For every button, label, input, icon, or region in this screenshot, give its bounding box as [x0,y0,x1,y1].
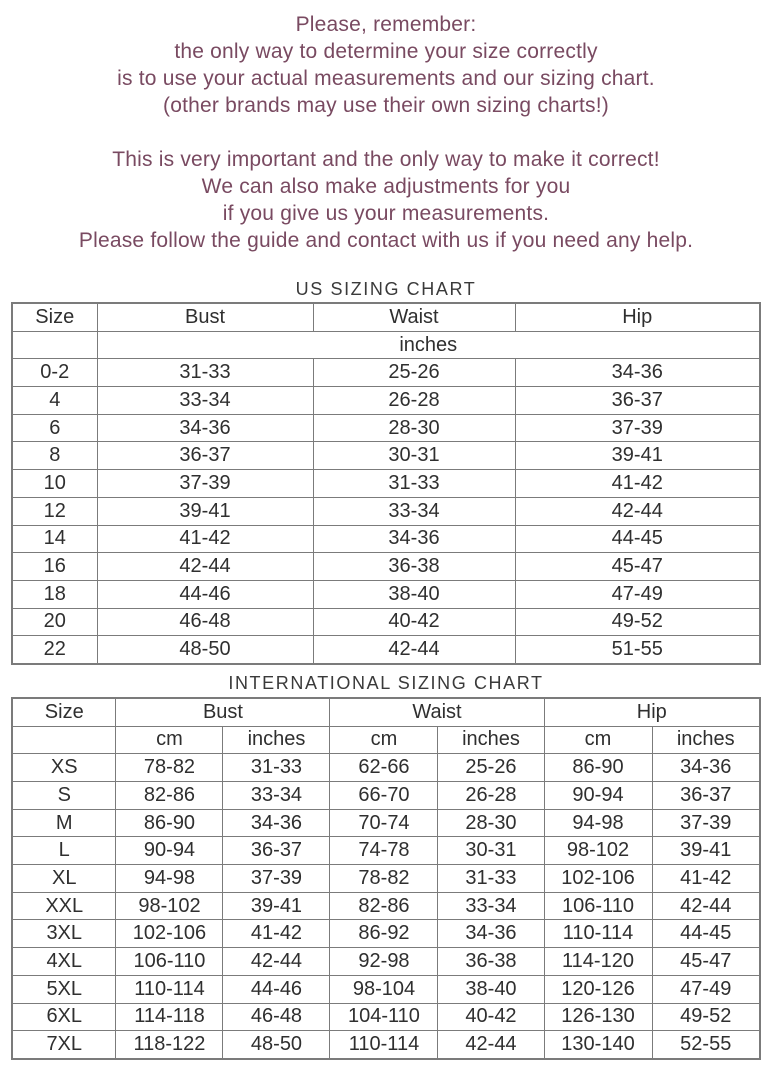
table-row [12,865,760,893]
measurement-cell: 42-44 [313,636,515,664]
measurement-cell: 49-52 [515,608,760,636]
measurement-cell: 37-39 [97,470,313,498]
measurement-cell: 34-36 [652,754,760,782]
measurement-cell: 34-36 [515,359,760,387]
size-cell: 16 [12,553,97,581]
measurement-cell: 30-31 [313,442,515,470]
intl-chart-title: INTERNATIONAL SIZING CHART [228,672,544,693]
us-sizing-table [11,302,761,665]
empty-cell [12,331,97,359]
measurement-cell: 38-40 [438,975,544,1003]
measurement-cell: 45-47 [652,948,760,976]
measurement-cell: 86-90 [544,754,652,782]
column-header-size: Size [12,698,116,726]
intl-header-row [12,698,760,726]
measurement-cell: 37-39 [652,809,760,837]
column-header-size: Size [12,303,97,331]
table-row [12,1031,760,1059]
unit-label-inches: inches [97,331,760,359]
intro-line: (other brands may use their own sizing charts!) [163,94,609,117]
intl-sizing-table [11,697,761,1060]
measurement-cell: 36-38 [438,948,544,976]
measurement-cell: 34-36 [438,920,544,948]
empty-cell [12,726,116,754]
table-row [12,892,760,920]
measurement-cell: 74-78 [330,837,438,865]
table-row [12,1003,760,1031]
size-cell: XS [12,754,116,782]
measurement-cell: 36-37 [515,387,760,415]
unit-label-inches: inches [223,726,330,754]
measurement-cell: 42-44 [515,497,760,525]
measurement-cell: 98-104 [330,975,438,1003]
measurement-cell: 34-36 [223,809,330,837]
measurement-cell: 86-90 [116,809,223,837]
measurement-cell: 48-50 [223,1031,330,1059]
size-cell: XXL [12,892,116,920]
measurement-cell: 25-26 [313,359,515,387]
measurement-cell: 126-130 [544,1003,652,1031]
measurement-cell: 34-36 [313,525,515,553]
unit-label-cm: cm [116,726,223,754]
measurement-cell: 36-37 [223,837,330,865]
column-header-bust: Bust [116,698,330,726]
intro-text [0,11,772,254]
size-cell: 8 [12,442,97,470]
measurement-cell: 44-45 [652,920,760,948]
measurement-cell: 62-66 [330,754,438,782]
measurement-cell: 106-110 [544,892,652,920]
measurement-cell: 114-120 [544,948,652,976]
measurement-cell: 82-86 [116,782,223,810]
measurement-cell: 98-102 [544,837,652,865]
measurement-cell: 28-30 [438,809,544,837]
intl-unit-row [12,726,760,754]
measurement-cell: 40-42 [313,608,515,636]
measurement-cell: 51-55 [515,636,760,664]
us-header-row [12,303,760,331]
table-row [12,975,760,1003]
measurement-cell: 47-49 [515,580,760,608]
measurement-cell: 102-106 [116,920,223,948]
unit-label-inches: inches [652,726,760,754]
measurement-cell: 78-82 [330,865,438,893]
measurement-cell: 106-110 [116,948,223,976]
table-row [12,525,760,553]
column-header-waist: Waist [330,698,544,726]
size-cell: 4XL [12,948,116,976]
measurement-cell: 86-92 [330,920,438,948]
measurement-cell: 130-140 [544,1031,652,1059]
measurement-cell: 104-110 [330,1003,438,1031]
measurement-cell: 31-33 [313,470,515,498]
measurement-cell: 33-34 [223,782,330,810]
measurement-cell: 36-37 [652,782,760,810]
size-cell: 6 [12,414,97,442]
measurement-cell: 98-102 [116,892,223,920]
intro-paragraph-1 [0,11,772,119]
measurement-cell: 66-70 [330,782,438,810]
measurement-cell: 49-52 [652,1003,760,1031]
measurement-cell: 31-33 [97,359,313,387]
measurement-cell: 41-42 [223,920,330,948]
measurement-cell: 39-41 [97,497,313,525]
measurement-cell: 44-46 [223,975,330,1003]
measurement-cell: 37-39 [515,414,760,442]
measurement-cell: 26-28 [313,387,515,415]
table-row [12,470,760,498]
measurement-cell: 94-98 [116,865,223,893]
size-cell: 18 [12,580,97,608]
table-row [12,782,760,810]
measurement-cell: 42-44 [223,948,330,976]
measurement-cell: 42-44 [652,892,760,920]
measurement-cell: 92-98 [330,948,438,976]
column-header-bust: Bust [97,303,313,331]
measurement-cell: 41-42 [97,525,313,553]
measurement-cell: 90-94 [116,837,223,865]
intro-paragraph-2 [0,146,772,254]
measurement-cell: 39-41 [652,837,760,865]
column-header-hip: Hip [515,303,760,331]
measurement-cell: 33-34 [313,497,515,525]
measurement-cell: 34-36 [97,414,313,442]
measurement-cell: 48-50 [97,636,313,664]
table-row [12,387,760,415]
measurement-cell: 28-30 [313,414,515,442]
size-cell: XL [12,865,116,893]
intro-line: We can also make adjustments for you [201,175,571,198]
measurement-cell: 120-126 [544,975,652,1003]
measurement-cell: 36-38 [313,553,515,581]
table-row [12,948,760,976]
measurement-cell: 36-37 [97,442,313,470]
measurement-cell: 33-34 [97,387,313,415]
measurement-cell: 41-42 [652,865,760,893]
size-cell: 0-2 [12,359,97,387]
unit-label-inches: inches [438,726,544,754]
table-row [12,608,760,636]
column-header-hip: Hip [544,698,760,726]
measurement-cell: 110-114 [330,1031,438,1059]
measurement-cell: 52-55 [652,1031,760,1059]
intro-line: This is very important and the only way to make it correct! [112,148,660,171]
us-chart-title: US SIZING CHART [295,279,477,299]
size-cell: 6XL [12,1003,116,1031]
size-cell: 14 [12,525,97,553]
size-cell: M [12,809,116,837]
size-cell: 3XL [12,920,116,948]
measurement-cell: 102-106 [544,865,652,893]
size-cell: S [12,782,116,810]
size-cell: 5XL [12,975,116,1003]
size-cell: 12 [12,497,97,525]
measurement-cell: 47-49 [652,975,760,1003]
measurement-cell: 78-82 [116,754,223,782]
measurement-cell: 118-122 [116,1031,223,1059]
measurement-cell: 44-45 [515,525,760,553]
measurement-cell: 46-48 [97,608,313,636]
measurement-cell: 42-44 [97,553,313,581]
measurement-cell: 82-86 [330,892,438,920]
size-cell: 7XL [12,1031,116,1059]
measurement-cell: 25-26 [438,754,544,782]
measurement-cell: 41-42 [515,470,760,498]
measurement-cell: 26-28 [438,782,544,810]
measurement-cell: 110-114 [544,920,652,948]
table-row [12,497,760,525]
table-row [12,754,760,782]
table-row [12,442,760,470]
table-row [12,553,760,581]
measurement-cell: 44-46 [97,580,313,608]
table-row [12,837,760,865]
table-row [12,809,760,837]
intro-line: Please follow the guide and contact with us if you need any help. [78,229,694,252]
size-cell: 22 [12,636,97,664]
column-header-waist: Waist [313,303,515,331]
measurement-cell: 31-33 [438,865,544,893]
measurement-cell: 45-47 [515,553,760,581]
measurement-cell: 39-41 [223,892,330,920]
us-unit-row [12,331,760,359]
size-cell: 4 [12,387,97,415]
measurement-cell: 114-118 [116,1003,223,1031]
table-row [12,636,760,664]
unit-label-cm: cm [544,726,652,754]
size-cell: L [12,837,116,865]
measurement-cell: 39-41 [515,442,760,470]
measurement-cell: 37-39 [223,865,330,893]
intro-line: is to use your actual measurements and our sizing chart. [117,67,655,90]
measurement-cell: 30-31 [438,837,544,865]
measurement-cell: 33-34 [438,892,544,920]
measurement-cell: 90-94 [544,782,652,810]
size-cell: 10 [12,470,97,498]
table-row [12,359,760,387]
intro-line: Please, remember: [295,13,477,36]
measurement-cell: 42-44 [438,1031,544,1059]
measurement-cell: 110-114 [116,975,223,1003]
table-row [12,414,760,442]
measurement-cell: 70-74 [330,809,438,837]
measurement-cell: 46-48 [223,1003,330,1031]
size-cell: 20 [12,608,97,636]
intro-line: the only way to determine your size correctly [174,40,598,63]
measurement-cell: 31-33 [223,754,330,782]
measurement-cell: 40-42 [438,1003,544,1031]
measurement-cell: 94-98 [544,809,652,837]
table-row [12,920,760,948]
table-row [12,580,760,608]
measurement-cell: 38-40 [313,580,515,608]
intro-line: if you give us your measurements. [222,202,550,225]
unit-label-cm: cm [330,726,438,754]
